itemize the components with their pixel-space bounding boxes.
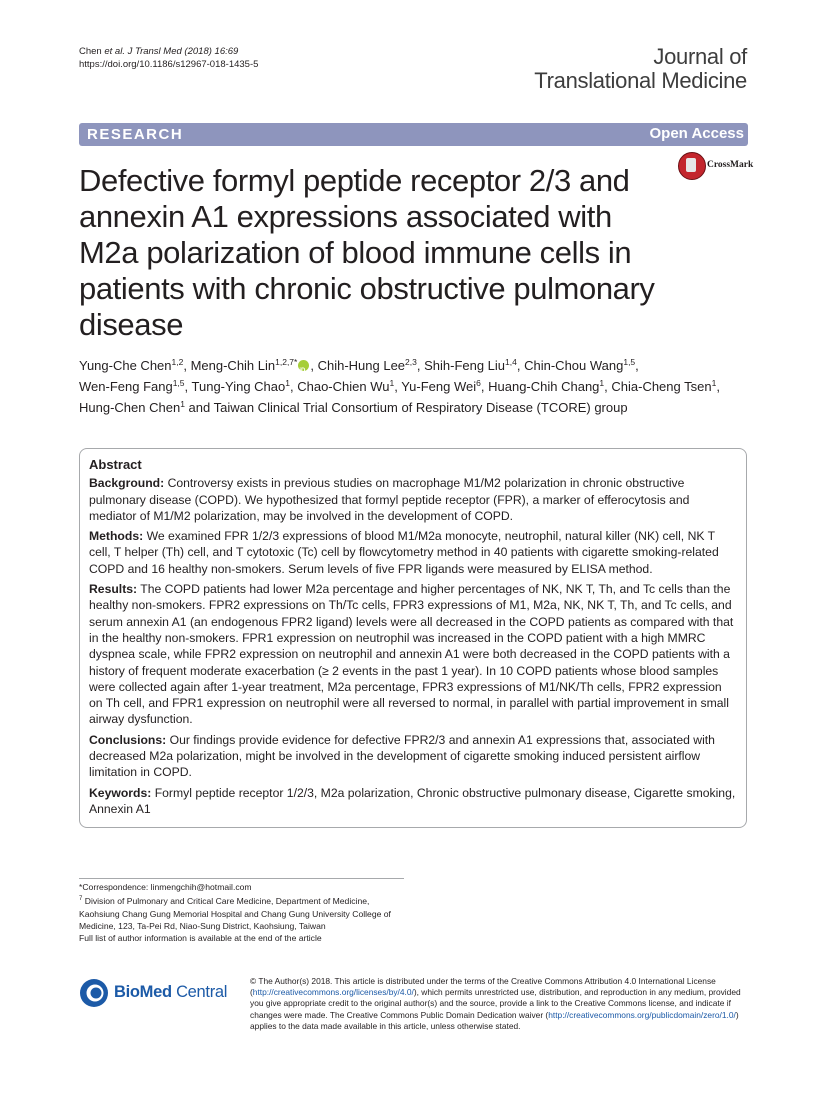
author-affiliation-sup: 1,5 [623, 357, 636, 367]
citation-block [79, 45, 258, 71]
abstract-section-label: Keywords: [89, 785, 152, 800]
author-name: Yu-Feng Wei [401, 379, 477, 394]
author-affiliation-sup: 1 [389, 378, 395, 388]
correspondence-note: *Correspondence: linmengchih@hotmail.com [79, 882, 252, 892]
author-info-note: Full list of author information is available at the end of the article [79, 933, 322, 944]
footnote-divider [79, 878, 404, 879]
author-separator: , [516, 358, 525, 373]
author-separator: , [480, 379, 489, 394]
abstract-section-text: Formyl peptide receptor 1/2/3, M2a polarization, Chronic obstructive pulmonary disease, Cigarette smoking, Annexin A1 [89, 785, 736, 816]
author-separator: , [394, 379, 402, 394]
affiliation-sup: 7 [79, 896, 83, 903]
affiliation-text: Division of Pulmonary and Critical Care Medicine, Department of Medicine, Kaohsiung Chang Gung Memorial Hospital and Chang Gung University College of Medicine, 123, Ta-Pei Rd, Niao-Sung District, Kaohsiung, Taiwan [79, 896, 391, 932]
author-affiliation-sup: 1 [285, 378, 290, 388]
author-separator: , [416, 358, 425, 373]
abstract-section-label: Background: [89, 476, 165, 491]
abstract-section-text: Controversy exists in previous studies on macrophage M1/M2 polarization in chronic obstructive pulmonary disease (COPD). We hypothesized that formyl peptide receptor (FPR), a marker of efferocytosis and mediator of M1/M2 polarization, may be involved in the development of COPD. [89, 476, 690, 523]
doi-link[interactable]: https://doi.org/10.1186/s12967-018-1435-5 [79, 59, 259, 70]
abstract-section-text: We examined FPR 1/2/3 expressions of blood M1/M2a monocyte, neutrophil, natural killer (NK) cell, NK T cell, T helper (Th) cell, and T cytotoxic (Tc) cell by flowcytometry method in 40 patients with cigarette smoking-related COPD and 16 healthy non-smokers. Serum levels of five FPR ligands were measured by ELISA method. [89, 529, 719, 576]
crossmark-badge[interactable] [678, 152, 754, 180]
author-name: Yung-Che Chen [79, 358, 172, 373]
abstract-section [89, 528, 737, 577]
crossmark-icon [678, 152, 706, 180]
author-separator: , [289, 379, 298, 394]
license-statement [250, 976, 750, 1032]
abstract-section [89, 475, 737, 524]
author-affiliation-sup: 6 [476, 378, 481, 388]
author-affiliation-sup: 1,2,7* [275, 357, 298, 367]
footnotes [79, 881, 409, 945]
abstract-section-label: Methods: [89, 529, 144, 544]
author-affiliation-sup: 1 [599, 378, 605, 388]
publisher-name-bold: BioMed [114, 983, 172, 1001]
author-name: Tung-Ying Chao [191, 379, 286, 394]
abstract-heading: Abstract [89, 457, 142, 472]
author-name: Chin-Chou Wang [524, 358, 624, 373]
journal-name-line1: Journal of [653, 44, 747, 69]
author-separator: , [604, 379, 612, 394]
abstract-section-label: Conclusions: [89, 732, 167, 747]
abstract-box [79, 448, 747, 828]
author-affiliation-sup: 1,4 [505, 357, 517, 367]
author-name: Huang-Chih Chang [488, 379, 600, 394]
author-name: Chih-Hung Lee [317, 358, 406, 373]
author-name: Hung-Chen Chen [79, 400, 181, 415]
journal-name-line2: Translational Medicine [534, 68, 747, 93]
author-affiliation-sup: 1,2 [171, 357, 184, 367]
publisher-name-regular: Central [171, 983, 228, 1001]
author-name: Shih-Feng Liu [424, 358, 506, 373]
biomed-central-logo [79, 978, 239, 1010]
publisher-name [114, 983, 227, 1002]
author-name: Wen-Feng Fang [79, 379, 173, 394]
license-link-by[interactable]: http://creativecommons.org/licenses/by/4.0/ [252, 987, 414, 998]
license-text-2: ), which permits unrestricted use, distribution, and reproduction in any medium, provided you give appropriate credit to the original author(s) and the source, provide a link to the Creative Commons license, and indicate if changes were made. The Creative Commons Public Domain Dedication waiver ( [250, 987, 741, 1020]
article-type-banner [79, 123, 748, 146]
abstract-section [89, 581, 737, 728]
author-affiliation-sup: 1 [180, 399, 185, 409]
citation-journal: et al. J Transl Med [104, 46, 182, 57]
author-separator: and Taiwan Clinical Trial Consortium of Respiratory Disease (TCORE) group [184, 400, 628, 415]
author-separator: , [635, 358, 639, 373]
license-text-3: ) applies to the data made available in this article, unless otherwise stated. [250, 1009, 739, 1031]
license-text-1: © The Author(s) 2018. This article is distributed under the terms of the Creative Commons Attribution 4.0 International License ( [250, 976, 716, 998]
citation-volume: (2018) 16:69 [181, 46, 239, 57]
author-list [79, 355, 759, 418]
author-separator: , [184, 379, 192, 394]
author-name: Chao-Chien Wu [297, 379, 390, 394]
abstract-section-text: Our findings provide evidence for defective FPR2/3 and annexin A1 expressions that, associated with decreased M2a polarization, might be involved in the development of cigarette smoking induced persistent airflow limitation in COPD. [89, 732, 715, 780]
biomed-central-icon [79, 978, 109, 1008]
open-access-label: Open Access [649, 125, 744, 142]
crossmark-label: CrossMark [707, 160, 754, 170]
abstract-section [89, 785, 737, 818]
author-name: Meng-Chih Lin [190, 358, 276, 373]
license-link-zero[interactable]: http://creativecommons.org/publicdomain/zero/1.0/ [548, 1009, 736, 1020]
abstract-section-text: The COPD patients had lower M2a percentage and higher percentages of NK, NK T, Th, and Tc cells than the healthy non-smokers. FPR2 expressions on Th/Tc cells, FPR3 expressions of M1, M2a, NK, NK T, Th, and Tc cells, and serum annexin A1 (an endogenous FPR2 ligand) levels were all decreased in the COPD patients as compared with that in the healthy non-smokers. FPR1 expression on neutrophil was increased in the COPD patient with a high MMRC dyspnea scale, while FPR2 expression on neutrophil and annexin A1 were both decreased in the COPD patients with a history of frequent moderate exacerbation (≥ 2 events in the past 1 year). In 10 COPD patients whose blood samples were collected again after 1-year treatment, M2a percentage, FPR3 expressions of M1/NK/Th cells, FPR2 expression on Th cell, and FPR1 expression on neutrophil were all reversed to normal, in parallel with partial improvement in small airway dysfunction. [89, 582, 734, 727]
author-separator: , [310, 358, 318, 373]
abstract-section-label: Results: [89, 582, 138, 597]
orcid-icon[interactable] [298, 360, 309, 371]
author-affiliation-sup: 2,3 [405, 357, 417, 367]
section-label: RESEARCH [87, 126, 184, 143]
author-separator: , [183, 358, 191, 373]
journal-name [534, 45, 747, 93]
author-affiliation-sup: 1,5 [172, 378, 185, 388]
author-affiliation-sup: 1 [711, 378, 717, 388]
abstract-section [89, 732, 737, 781]
citation-line [79, 45, 258, 58]
author-name: Chia-Cheng Tsen [611, 379, 712, 394]
article-title: Defective formyl peptide receptor 2/3 and annexin A1 expressions associated with M2a polarization of blood immune cells in patients with chronic obstructive pulmonary disease [79, 163, 655, 342]
affiliation-note [79, 893, 409, 932]
citation-authors: Chen [79, 46, 105, 57]
author-separator: , [716, 379, 720, 394]
